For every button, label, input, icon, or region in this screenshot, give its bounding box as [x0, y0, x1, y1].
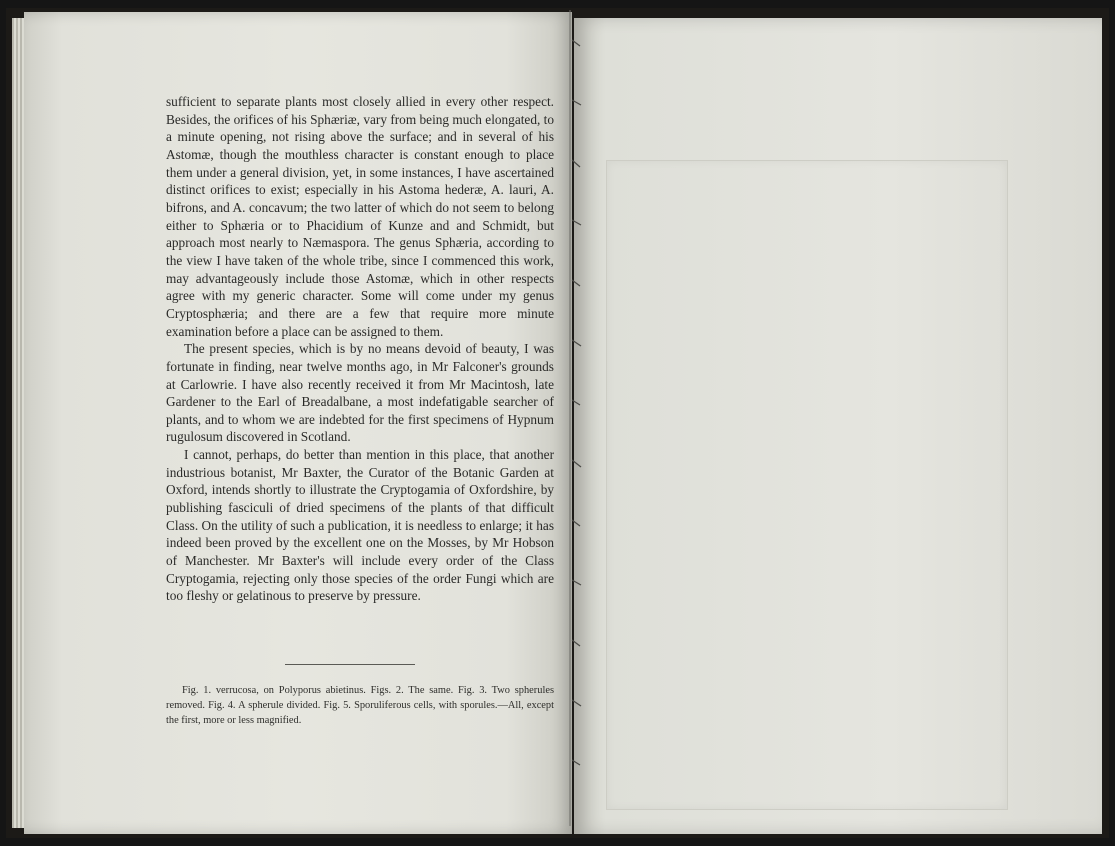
divider-rule — [285, 664, 415, 665]
body-text — [166, 93, 554, 605]
figure-captions — [166, 683, 554, 729]
paragraph-2: The present species, which is by no means devoid of beauty, I was fortunate in finding, near twelve months ago, in Mr Falconer's grounds at Carlowrie. I have also recently received it from Mr Macintosh, late Gardener to the Earl of Breadalbane, a most indefatigable searcher of plants, and to whom we are indebted for the first specimens of Hypnum rugulosum discovered in Scotland. — [166, 341, 554, 445]
plate-impression — [606, 160, 1008, 810]
caption-text: Fig. 1. verrucosa, on Polyporus abietinus. Figs. 2. The same. Fig. 3. Two spherules removed. Fig. 4. A spherule divided. Fig. 5. Sporuliferous cells, with sporules.—All, except the first, more or less magnified. — [166, 685, 554, 727]
paragraph-3: I cannot, perhaps, do better than mention in this place, that another industrious botanist, Mr Baxter, the Curator of the Botanic Garden at Oxford, intends shortly to illustrate the Cryptogamia of Oxfordshire, by publishing fasciculi of dried specimens of the plants of that difficult Class. On the utility of such a publication, it is needless to enlarge; it has indeed been proved by the excellent one on the Mosses, by Mr Hobson of Manchester. Mr Baxter's will include every order of the Class Cryptogamia, rejecting only those species of the order Fungi which are too fleshy or gelatinous to preserve by pressure. — [166, 447, 554, 604]
binding-stitches — [560, 10, 590, 826]
paragraph-1: sufficient to separate plants most closely allied in every other respect. Besides, the orifices of his Sphæriæ, vary from being much elongated, to a minute opening, not rising above the surface; and in several of his Astomæ, though the mouthless character is constant enough to place them under a general division, yet, in some instances, I have ascertained distinct orifices to exist; especially in his Astoma hederæ, A. lauri, A. bifrons, and A. concavum; the two latter of which do not seem to belong either to Sphæria or to Phacidium of Kunze and and Schmidt, but approach most nearly to Næmaspora. The genus Sphæria, according to the view I have taken of the whole tribe, since I commenced this work, may advantageously include those Astomæ, which in other respects agree with my generic character. Some will come under my genus Cryptosphæria; and there are a few that require more minute examination before a place can be assigned to them. — [166, 94, 554, 339]
